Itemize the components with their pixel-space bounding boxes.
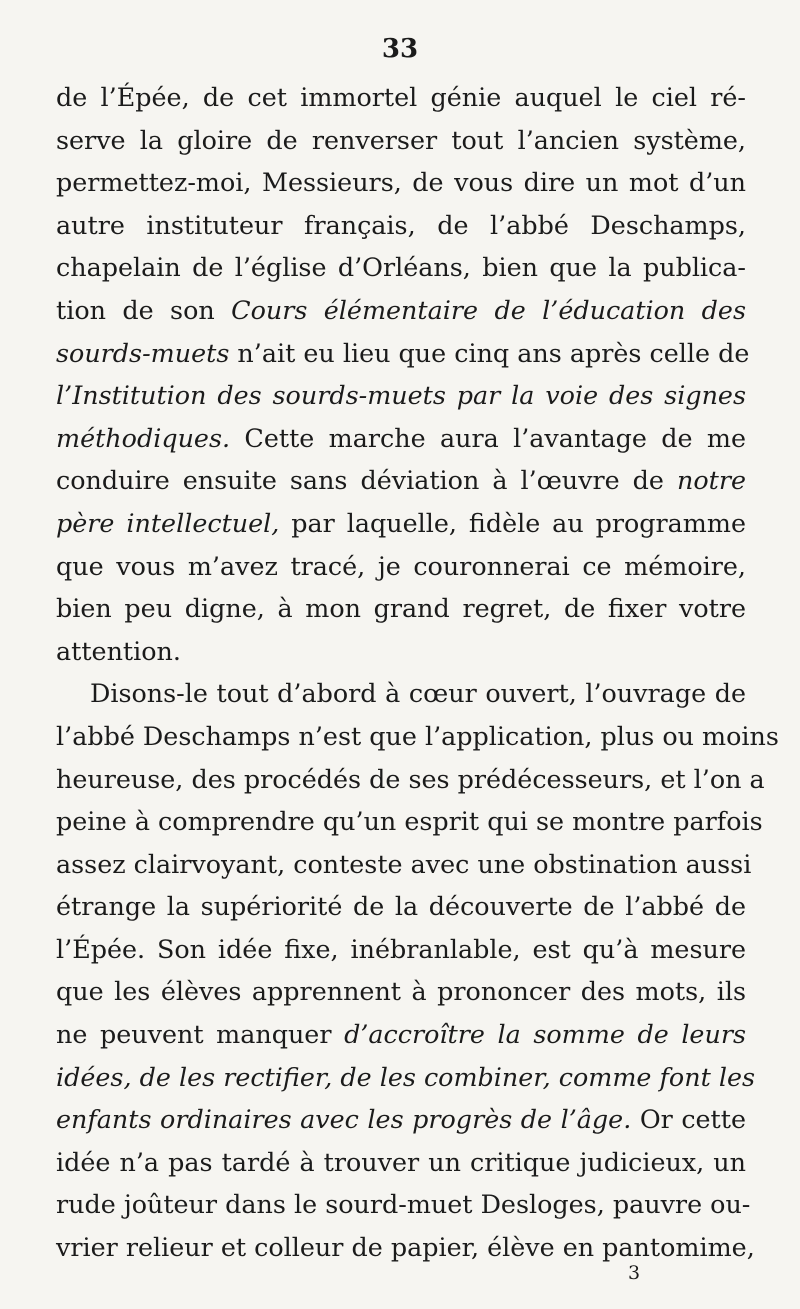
text-segment: tion de son: [56, 294, 232, 325]
text-line: [56, 119, 746, 162]
text-line: [56, 800, 763, 843]
text-line: [56, 332, 750, 375]
text-segment: rude joûteur dans le sourd-muet Desloges, pauvre ou-: [56, 1189, 751, 1220]
text-line: [56, 970, 746, 1013]
text-line: [56, 587, 746, 630]
text-line: [56, 545, 746, 588]
text-segment: chapelain de l’église d’Orléans, bien que la publica-: [56, 252, 746, 283]
text-line: [56, 417, 746, 460]
text-segment: permettez-moi, Messieurs, de vous dire un mot d’un: [56, 167, 746, 198]
text-segment: autre instituteur français, de l’abbé Deschamps,: [56, 209, 746, 240]
text-segment: n’ait eu lieu que cinq ans après celle de: [229, 337, 750, 368]
italic-text: enfants ordinaires avec les progrès de l’âge.: [56, 1104, 632, 1135]
italic-text: méthodiques.: [56, 422, 231, 453]
text-segment: idée n’a pas tardé à trouver un critique judicieux, un: [56, 1146, 746, 1177]
text-line: [56, 1183, 751, 1226]
text-line: [56, 1141, 746, 1184]
italic-text: Cours élémentaire de l’éducation des: [231, 294, 746, 325]
text-segment: conduire ensuite sans déviation à l’œuvre de: [56, 465, 677, 496]
page-number: 33: [381, 34, 419, 64]
text-line: [56, 289, 746, 332]
text-segment: bien peu digne, à mon grand regret, de fixer votre: [56, 593, 746, 624]
text-line: [56, 246, 746, 289]
text-segment: assez clairvoyant, conteste avec une obstination aussi: [56, 848, 752, 879]
text-line: [56, 630, 746, 673]
text-line: [56, 204, 746, 247]
text-line: [56, 1056, 756, 1099]
text-segment: étrange la supériorité de la découverte de l’abbé de: [56, 891, 746, 922]
text-line: [56, 76, 746, 119]
text-line: [56, 715, 779, 758]
text-line: [56, 374, 746, 417]
text-segment: par laquelle, fidèle au programme: [279, 507, 746, 538]
text-segment: l’Épée. Son idée fixe, inébranlable, est qu’à mesure: [56, 933, 746, 964]
text-segment: peine à comprendre qu’un esprit qui se montre parfois: [56, 806, 763, 837]
text-line: [56, 161, 746, 204]
italic-text: d’accroître la somme de leurs: [344, 1019, 746, 1050]
body-text: [56, 76, 779, 1269]
text-segment: que les élèves apprennent à prononcer des mots, ils: [56, 976, 746, 1007]
text-line: [56, 1098, 746, 1141]
text-line: [56, 758, 765, 801]
text-line: [56, 885, 746, 928]
italic-text: sourds-muets: [56, 337, 230, 368]
text-line: [56, 928, 746, 971]
italic-text: père intellectuel,: [56, 507, 280, 538]
text-segment: de l’Épée, de cet immortel génie auquel le ciel ré-: [56, 82, 746, 112]
signature-mark: 3: [628, 1262, 641, 1284]
text-segment: que vous m’avez tracé, je couronnerai ce mémoire,: [56, 550, 746, 581]
italic-text: notre: [676, 465, 746, 496]
text-segment: serve la gloire de renverser tout l’ancien système,: [56, 124, 746, 155]
text-segment: heureuse, des procédés de ses prédécesseurs, et l’on a: [56, 763, 765, 794]
text-segment: vrier relieur et colleur de papier, élève en pantomime,: [56, 1232, 755, 1263]
text-segment: attention.: [56, 635, 181, 666]
text-segment: ne peuvent manquer: [56, 1019, 345, 1050]
text-segment: l’abbé Deschamps n’est que l’application, plus ou moins: [56, 720, 779, 751]
text-line: [56, 843, 752, 886]
text-line: [56, 672, 746, 715]
text-line: [56, 459, 746, 502]
text-segment: Disons-le tout d’abord à cœur ouvert, l’ouvrage de: [90, 678, 746, 709]
text-segment: Cette marche aura l’avantage de me: [230, 422, 746, 453]
text-line: [56, 1013, 746, 1056]
text-segment: Or cette: [631, 1104, 746, 1135]
italic-text: idées, de les rectifier, de les combiner, comme font les: [56, 1061, 756, 1092]
text-line: [56, 1226, 755, 1269]
italic-text: l’Institution des sourds-muets par la voie des signes: [56, 380, 746, 411]
text-line: [56, 502, 746, 545]
